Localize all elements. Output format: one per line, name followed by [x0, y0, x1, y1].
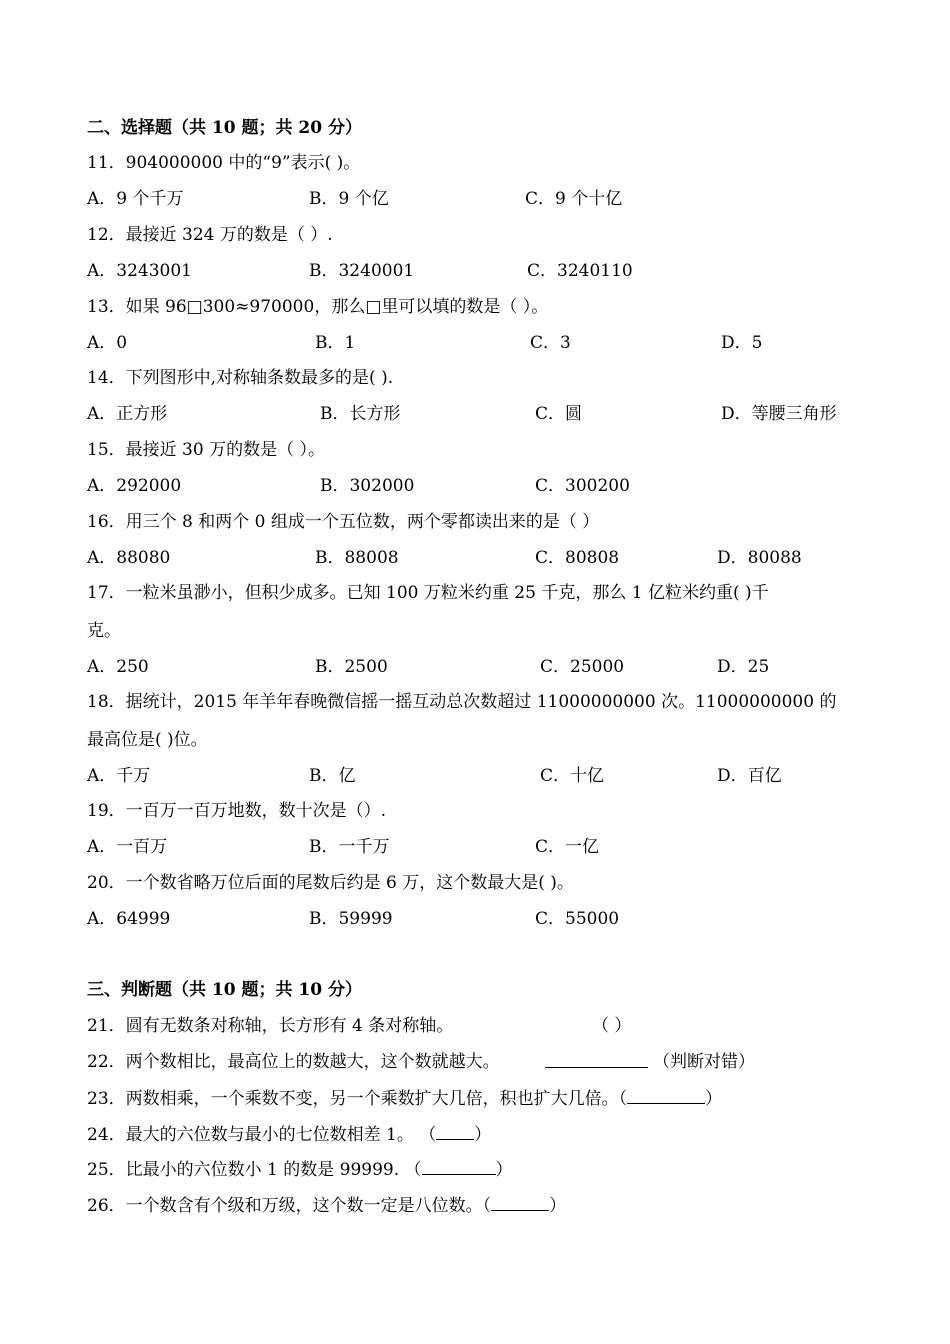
option-a: A．一百万: [87, 837, 168, 857]
option-d: D．80088: [717, 548, 802, 568]
answer-blank[interactable]: [491, 1194, 549, 1211]
close-paren: ）: [474, 1125, 492, 1145]
option-d: D．25: [717, 657, 770, 677]
close-paren: ）: [495, 1160, 513, 1180]
close-paren: ）: [705, 1089, 723, 1109]
option-c: C．十亿: [540, 766, 605, 786]
option-b: B．3240001: [309, 261, 415, 281]
question-stem: 16．用三个 8 和两个 0 组成一个五位数，两个零都读出来的是（ ）: [87, 512, 600, 532]
option-c: C．25000: [540, 657, 625, 677]
question-stem: 15．最接近 30 万的数是（ ）。: [87, 440, 325, 460]
question-stem: 18．据统计，2015 年羊年春晚微信摇一摇互动总次数超过 11000000000 次。11000000000 的: [87, 692, 837, 712]
option-a: A．0: [87, 333, 128, 353]
option-b: B．1: [315, 333, 356, 353]
judge-item-text: 24．最大的六位数与最小的七位数相差 1。 （: [87, 1125, 437, 1145]
answer-blank[interactable]: [627, 1087, 705, 1104]
judge-item: [87, 1158, 862, 1181]
option-a: A．千万: [87, 766, 151, 786]
option-b: B．2500: [315, 657, 388, 677]
option-b: B．一千万: [309, 837, 390, 857]
judge-item-text: 25．比最小的六位数小 1 的数是 99999. （: [87, 1160, 422, 1180]
option-b: B．59999: [309, 909, 393, 929]
judge-item: [87, 1194, 862, 1217]
judge-item-text: 23．两数相乘，一个乘数不变，另一个乘数扩大几倍，积也扩大几倍。（: [87, 1089, 628, 1109]
question-stem: 11．904000000 中的“9”表示( )。: [87, 153, 361, 173]
option-d: D．百亿: [717, 766, 782, 786]
option-a: A．64999: [87, 909, 171, 929]
option-b: B．88008: [315, 548, 399, 568]
answer-blank[interactable]: [436, 1123, 474, 1140]
section-heading: 二、选择题（共 10 题；共 20 分）: [87, 118, 362, 138]
option-c: C．3240110: [527, 261, 633, 281]
judge-item: [87, 1087, 862, 1110]
option-d: D．等腰三角形: [721, 404, 837, 424]
question-stem-continued: 克。: [87, 621, 121, 641]
judge-item: [87, 1051, 862, 1073]
option-c: C．80808: [535, 548, 620, 568]
question-stem: 14．下列图形中,对称轴条数最多的是( ).: [87, 368, 394, 388]
option-d: D．5: [721, 333, 763, 353]
option-c: C．9 个十亿: [525, 189, 623, 209]
judge-item-text: 26．一个数含有个级和万级，这个数一定是八位数。（: [87, 1196, 492, 1216]
option-c: C．一亿: [535, 837, 600, 857]
option-c: C．圆: [535, 404, 583, 424]
question-stem: 20．一个数省略万位后面的尾数后约是 6 万，这个数最大是( )。: [87, 873, 574, 893]
option-a: A．9 个千万: [87, 189, 184, 209]
option-a: A．正方形: [87, 404, 168, 424]
section-heading: 三、判断题（共 10 题；共 10 分）: [87, 980, 362, 1000]
close-paren: ）: [549, 1196, 567, 1216]
option-a: A．3243001: [87, 261, 192, 281]
answer-blank[interactable]: [422, 1158, 496, 1175]
option-a: A．292000: [87, 476, 182, 496]
option-c: C．3: [530, 333, 571, 353]
question-stem: 12．最接近 324 万的数是（ ）.: [87, 225, 333, 245]
option-b: B．亿: [309, 766, 356, 786]
option-c: C．300200: [535, 476, 630, 496]
question-stem: 13．如果 96□300≈970000，那么□里可以填的数是（ ）。: [87, 297, 549, 317]
judge-item: [87, 1123, 862, 1146]
option-a: A．250: [87, 657, 149, 677]
judge-item-text: 22．两个数相比，最高位上的数越大，这个数就越大。: [87, 1052, 500, 1072]
option-b: B．长方形: [320, 404, 401, 424]
answer-blank[interactable]: [545, 1051, 648, 1074]
option-b: B．302000: [320, 476, 415, 496]
question-stem: 17．一粒米虽渺小，但积少成多。已知 100 万粒米约重 25 千克，那么 1 亿粒米约重( )千: [87, 583, 769, 603]
answer-parentheses[interactable]: （ ）: [592, 1016, 632, 1036]
option-b: B．9 个亿: [309, 189, 389, 209]
question-stem: 19．一百万一百万地数，数十次是（）.: [87, 801, 387, 821]
option-a: A．88080: [87, 548, 171, 568]
question-stem-continued: 最高位是( )位。: [87, 730, 208, 750]
judge-item-text: 21．圆有无数条对称轴，长方形有 4 条对称轴。: [87, 1016, 454, 1036]
option-c: C．55000: [535, 909, 620, 929]
judge-item: [87, 1015, 862, 1037]
answer-instruction: （判断对错）: [653, 1052, 755, 1072]
